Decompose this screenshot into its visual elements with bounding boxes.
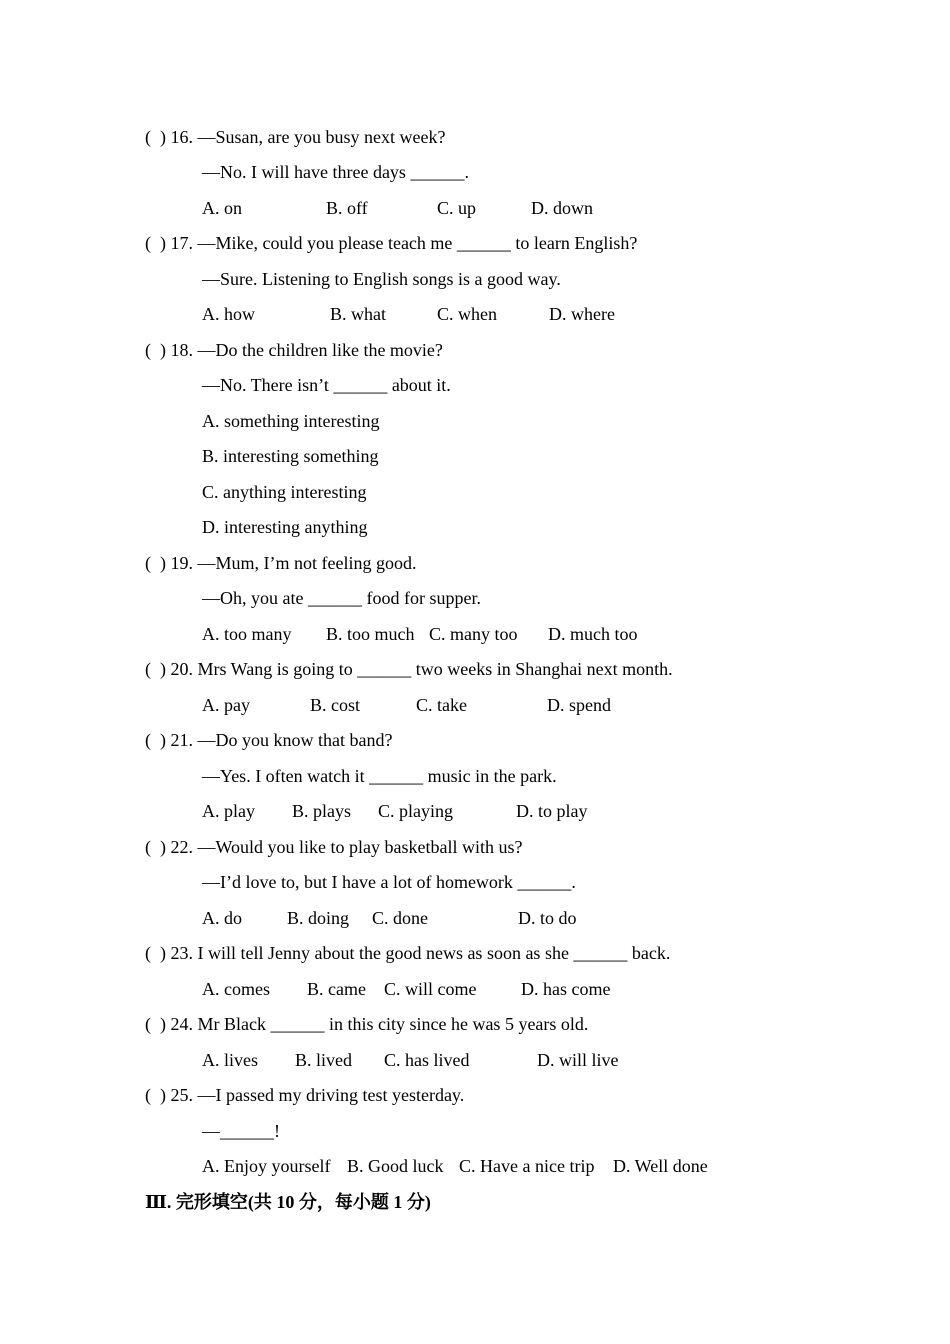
question-24-stem: ( ) 24. Mr Black ______ in this city since he was 5 years old. bbox=[145, 1014, 589, 1034]
option-d: D. to play bbox=[516, 801, 588, 821]
option-d: D. down bbox=[531, 198, 593, 218]
option-b: B. Good luck bbox=[347, 1156, 444, 1176]
option-d: D. interesting anything bbox=[202, 517, 368, 537]
question-23-stem: ( ) 23. I will tell Jenny about the good news as soon as she ______ back. bbox=[145, 943, 671, 963]
question-22-reply: —I’d love to, but I have a lot of homework ______. bbox=[202, 872, 576, 892]
option-b: B. doing bbox=[287, 908, 350, 928]
option-a: A. Enjoy yourself bbox=[202, 1156, 331, 1176]
option-a: A. play bbox=[202, 801, 255, 821]
option-d: D. much too bbox=[548, 624, 638, 644]
option-b: B. what bbox=[330, 304, 386, 324]
option-b: B. plays bbox=[292, 801, 352, 821]
question-25-stem: ( ) 25. —I passed my driving test yesterday. bbox=[145, 1085, 465, 1105]
question-22-stem: ( ) 22. —Would you like to play basketball with us? bbox=[145, 837, 523, 857]
section-heading: Ⅲ. 完形填空(共 10 分，每小题 1 分) bbox=[145, 1192, 431, 1212]
option-d: D. where bbox=[549, 304, 615, 324]
option-b: B. came bbox=[307, 979, 366, 999]
option-c: C. has lived bbox=[384, 1050, 470, 1070]
question-21-stem: ( ) 21. —Do you know that band? bbox=[145, 730, 393, 750]
option-b: B. lived bbox=[295, 1050, 352, 1070]
question-18-reply: —No. There isn’t ______ about it. bbox=[202, 375, 451, 395]
option-a: A. on bbox=[202, 198, 242, 218]
option-b: B. interesting something bbox=[202, 446, 379, 466]
question-17-reply: —Sure. Listening to English songs is a good way. bbox=[202, 269, 561, 289]
option-a: A. how bbox=[202, 304, 255, 324]
question-21-reply: —Yes. I often watch it ______ music in the park. bbox=[202, 766, 557, 786]
option-b: B. off bbox=[326, 198, 368, 218]
option-c: C. done bbox=[372, 908, 428, 928]
option-c: C. Have a nice trip bbox=[459, 1156, 595, 1176]
question-19-stem: ( ) 19. —Mum, I’m not feeling good. bbox=[145, 553, 417, 573]
option-b: B. cost bbox=[310, 695, 361, 715]
question-16-stem: ( ) 16. —Susan, are you busy next week? bbox=[145, 127, 446, 147]
option-a: A. pay bbox=[202, 695, 250, 715]
option-c: C. many too bbox=[429, 624, 518, 644]
option-b: B. too much bbox=[326, 624, 415, 644]
question-19-reply: —Oh, you ate ______ food for supper. bbox=[202, 588, 481, 608]
question-25-reply: —______! bbox=[202, 1121, 280, 1141]
option-c: C. will come bbox=[384, 979, 477, 999]
option-d: D. spend bbox=[547, 695, 611, 715]
option-d: D. will live bbox=[537, 1050, 619, 1070]
question-17-stem: ( ) 17. —Mike, could you please teach me ______ to learn English? bbox=[145, 233, 638, 253]
option-a: A. something interesting bbox=[202, 411, 380, 431]
option-c: C. anything interesting bbox=[202, 482, 367, 502]
option-c: C. when bbox=[437, 304, 497, 324]
option-a: A. comes bbox=[202, 979, 270, 999]
option-a: A. do bbox=[202, 908, 242, 928]
option-a: A. too many bbox=[202, 624, 292, 644]
question-20-stem: ( ) 20. Mrs Wang is going to ______ two weeks in Shanghai next month. bbox=[145, 659, 673, 679]
option-d: D. to do bbox=[518, 908, 577, 928]
option-c: C. playing bbox=[378, 801, 453, 821]
question-18-stem: ( ) 18. —Do the children like the movie? bbox=[145, 340, 443, 360]
option-d: D. has come bbox=[521, 979, 611, 999]
option-c: C. take bbox=[416, 695, 467, 715]
question-16-reply: —No. I will have three days ______. bbox=[202, 162, 469, 182]
option-d: D. Well done bbox=[613, 1156, 708, 1176]
option-a: A. lives bbox=[202, 1050, 258, 1070]
option-c: C. up bbox=[437, 198, 477, 218]
